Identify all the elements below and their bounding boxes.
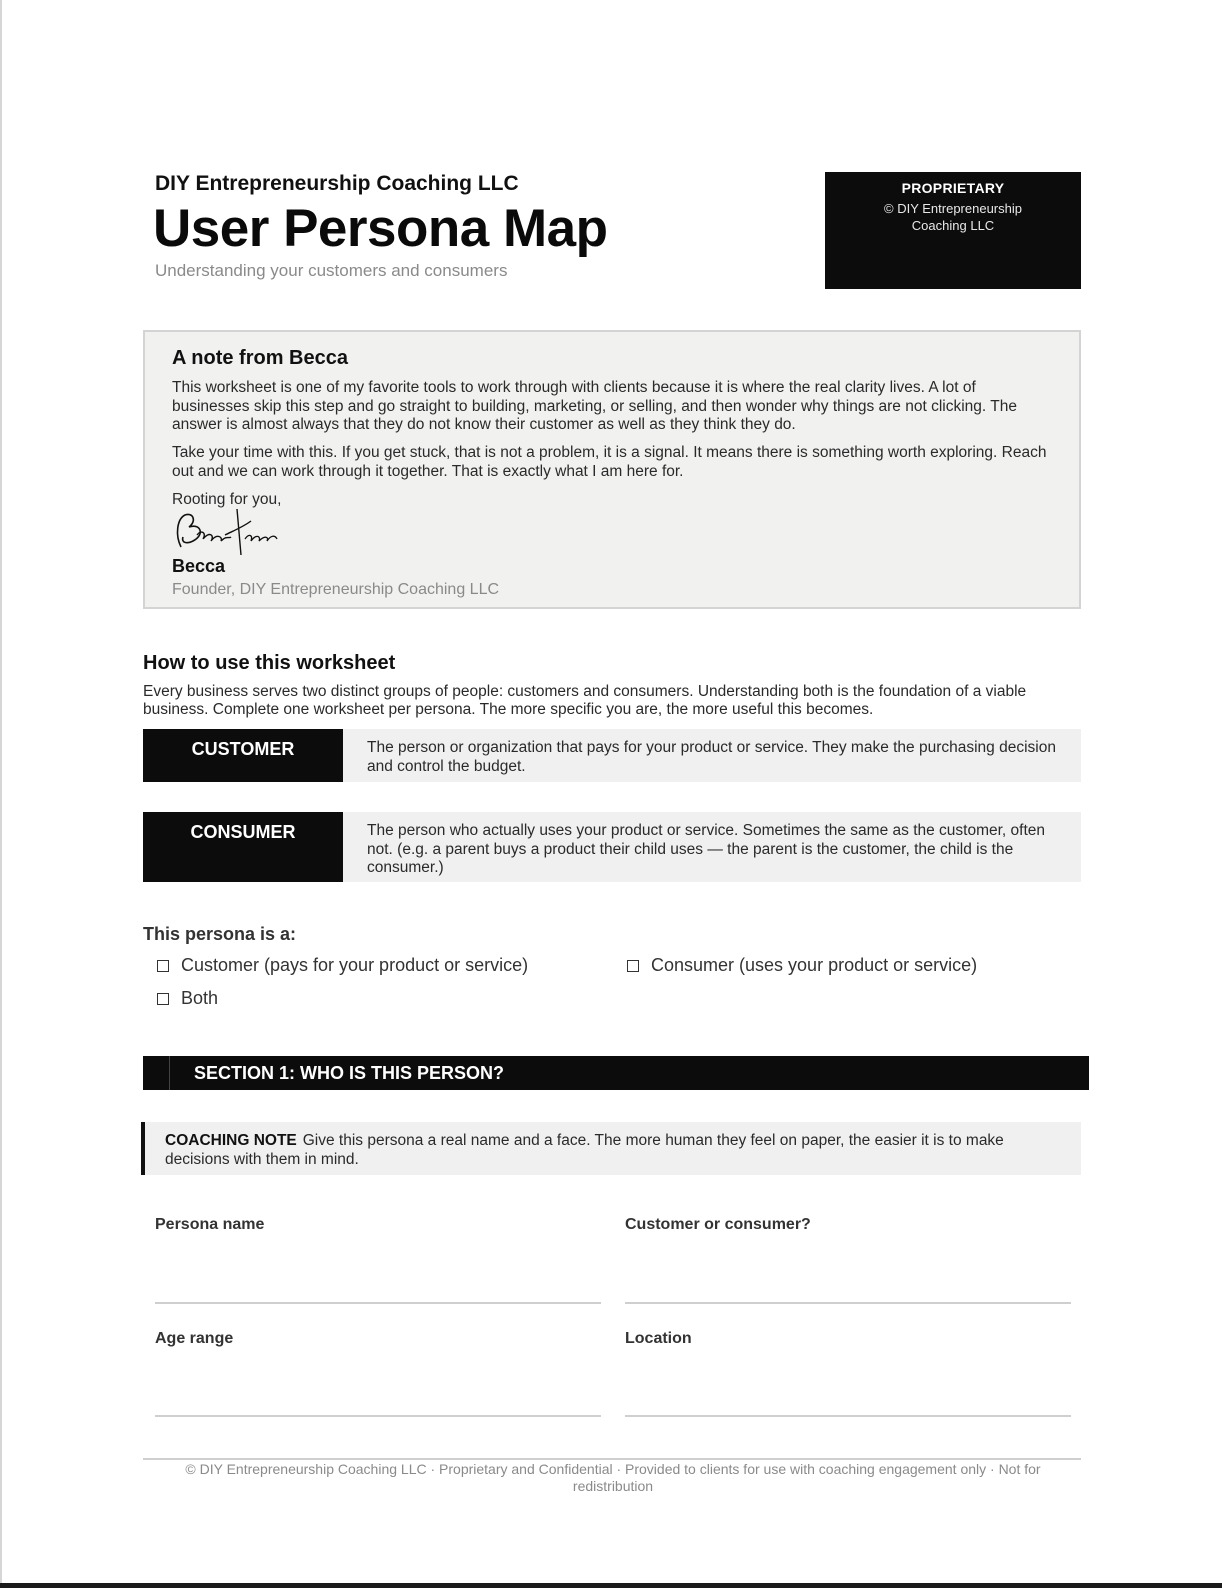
field-label-persona-name: Persona name — [155, 1216, 265, 1233]
definition-text: The person who actually uses your product or service. Sometimes the same as the customer, often not. (e.g. a parent buys a product their child uses — the parent is the customer, the child is the consumer.) — [367, 822, 1046, 876]
coaching-note-label: COACHING NOTE — [165, 1132, 297, 1149]
checkbox-icon[interactable] — [157, 960, 169, 972]
persona-type-label: This persona is a: — [143, 924, 297, 944]
checkbox-customer[interactable] — [157, 955, 528, 976]
section-1-title: SECTION 1: WHO IS THIS PERSON? — [194, 1063, 505, 1083]
note-signer-role: Founder, DIY Entrepreneurship Coaching LLC — [172, 581, 500, 598]
note-signer-name: Becca — [172, 556, 226, 576]
coaching-note — [141, 1122, 1081, 1175]
customer-or-consumer-field[interactable] — [625, 1302, 1071, 1304]
note-title: A note from Becca — [172, 347, 348, 369]
definition-text: The person or organization that pays for your product or service. They make the purchasing decision and control the budget. — [367, 739, 1056, 775]
coaching-note-body: Give this persona a real name and a face. The more human they feel on paper, the easier it is to make decisions with them in mind. — [165, 1132, 1004, 1168]
definition-consumer — [143, 812, 1081, 882]
howto-text: Every business serves two distinct groups of people: customers and consumers. Understanding both is the foundation of a viable business. Complete one worksheet per persona. The more specific you are, the more useful this becomes. — [143, 683, 1027, 718]
page-subtitle: Understanding your customers and consumers — [155, 261, 508, 280]
field-label-location: Location — [625, 1330, 692, 1347]
page-edge — [0, 0, 2, 1588]
checkbox-icon[interactable] — [157, 993, 169, 1005]
proprietary-badge — [825, 172, 1081, 289]
field-label-customer-or-consumer: Customer or consumer? — [625, 1216, 811, 1233]
checkbox-icon[interactable] — [627, 960, 639, 972]
howto-title: How to use this worksheet — [143, 652, 396, 674]
proprietary-text: © DIY Entrepreneurship Coaching LLC — [884, 201, 1022, 233]
definition-customer — [143, 729, 1081, 782]
persona-name-field[interactable] — [155, 1302, 601, 1304]
field-label-age-range: Age range — [155, 1330, 234, 1347]
checkbox-label: Customer (pays for your product or service) — [181, 955, 529, 975]
checkbox-label: Both — [181, 988, 219, 1008]
note-paragraph-1: This worksheet is one of my favorite tools to work through with clients because it is where the real clarity lives. A lot of businesses skip this step and go straight to building, marketing, or selling, and then wonder why things are not clicking. The answer is almost always that they do not know their customer as well as they think they do. — [172, 379, 1017, 433]
checkbox-consumer[interactable] — [627, 955, 977, 976]
note-from-becca — [143, 330, 1081, 609]
coaching-note-text — [165, 1132, 1065, 1169]
checkbox-both[interactable] — [157, 988, 218, 1009]
definition-label: CONSUMER — [143, 812, 343, 882]
section-1-header — [143, 1056, 1089, 1090]
page-edge — [0, 1583, 1222, 1588]
section-divider — [169, 1056, 170, 1090]
age-range-field[interactable] — [155, 1415, 601, 1417]
checkbox-label: Consumer (uses your product or service) — [651, 955, 978, 975]
handwritten-signature — [171, 505, 281, 557]
page-title: User Persona Map — [153, 199, 608, 258]
definition-label: CUSTOMER — [143, 729, 343, 782]
location-field[interactable] — [625, 1415, 1071, 1417]
footer-divider — [143, 1458, 1081, 1460]
note-closing: Rooting for you, — [172, 491, 282, 508]
note-paragraph-2: Take your time with this. If you get stuck, that is not a problem, it is a signal. It means there is something worth exploring. Reach out and we can work through it together. That is exactly what I am here for. — [172, 444, 1047, 480]
company-name: DIY Entrepreneurship Coaching LLC — [155, 172, 519, 195]
footer-text: © DIY Entrepreneurship Coaching LLC · Proprietary and Confidential · Provided to clients for use with coaching engagement only · Not for redistribution — [185, 1461, 1041, 1494]
proprietary-title: PROPRIETARY — [901, 180, 1005, 196]
